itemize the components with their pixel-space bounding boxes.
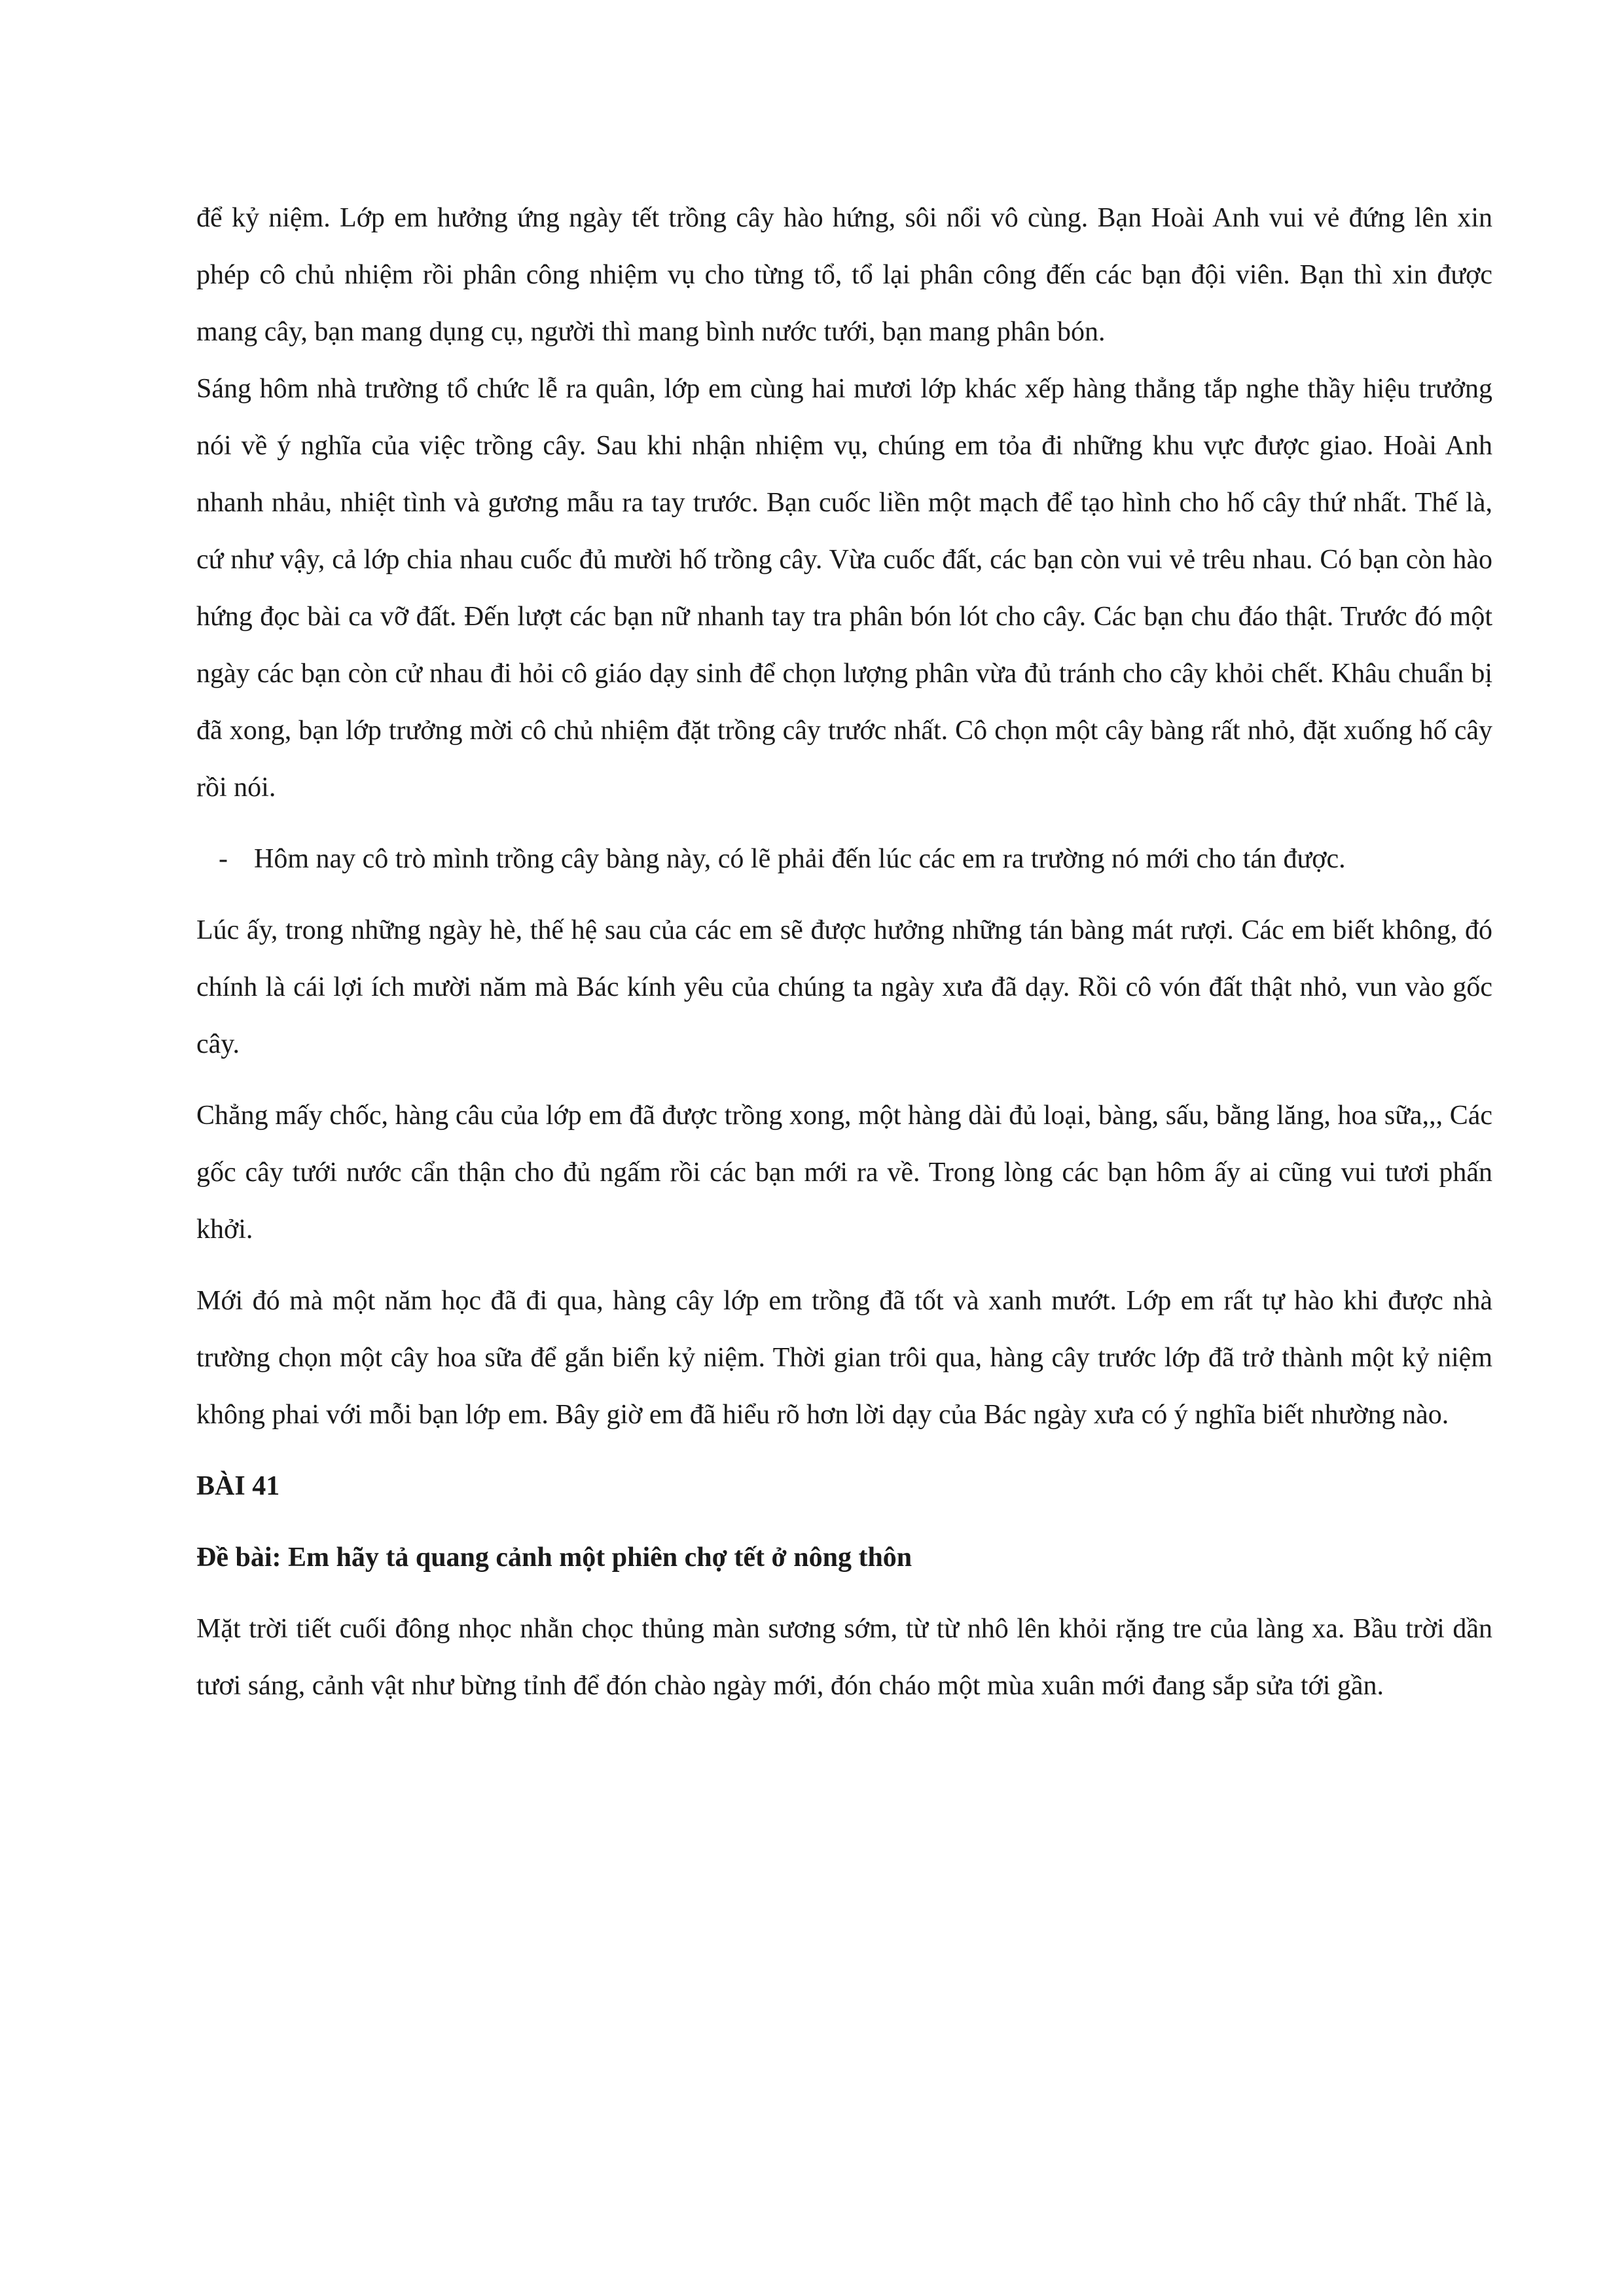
dialogue-dash: - — [219, 844, 228, 874]
document-page — [196, 190, 1492, 1715]
dialogue-text: Hôm nay cô trò mình trồng cây bàng này, có lẽ phải đến lúc các em ra trường nó mới cho tán được. — [254, 844, 1346, 874]
paragraph-one-year-later: Mới đó mà một năm học đã đi qua, hàng cây lớp em trồng đã tốt và xanh mướt. Lớp em rất tự hào khi được nhà trường chọn một cây hoa sữa để gắn biển kỷ niệm. Thời gian trôi qua, hàng cây trước lớp đã trở thành một kỷ niệm không phai với mỗi bạn lớp em. Bây giờ em đã hiểu rõ hơn lời dạy của Bác ngày xưa có ý nghĩa biết nhường nào. — [196, 1286, 1492, 1430]
lesson-title: BÀI 41 — [196, 1471, 280, 1501]
paragraph-class-preparation: để kỷ niệm. Lớp em hưởng ứng ngày tết trồng cây hào hứng, sôi nổi vô cùng. Bạn Hoài Anh vui vẻ đứng lên xin phép cô chủ nhiệm rồi phân công nhiệm vụ cho từng tổ, tổ lại phân công đến các bạn đội viên. Bạn thì xin được mang cây, bạn mang dụng cụ, người thì mang bình nước tưới, bạn mang phân bón. — [196, 203, 1492, 347]
dialogue-item — [196, 831, 1492, 888]
lesson-prompt: Đề bài: Em hãy tả quang cảnh một phiên chợ tết ở nông thôn — [196, 1542, 912, 1573]
paragraph-planting-done: Chẳng mấy chốc, hàng câu của lớp em đã được trồng xong, một hàng dài đủ loại, bàng, sấu, bằng lăng, hoa sữa,,, Các gốc cây tưới nước cẩn thận cho đủ ngấm rồi các bạn mới ra về. Trong lòng các bạn hôm ấy ai cũng vui tươi phấn khởi. — [196, 1101, 1492, 1245]
paragraph-planting-ceremony: Sáng hôm nhà trường tổ chức lễ ra quân, lớp em cùng hai mươi lớp khác xếp hàng thẳng tắp nghe thầy hiệu trưởng nói về ý nghĩa của việc trồng cây. Sau khi nhận nhiệm vụ, chúng em tỏa đi những khu vực được giao. Hoài Anh nhanh nhảu, nhiệt tình và gương mẫu ra tay trước. Bạn cuốc liền một mạch để tạo hình cho hố cây thứ nhất. Thế là, cứ như vậy, cả lớp chia nhau cuốc đủ mười hố trồng cây. Vừa cuốc đất, các bạn còn vui vẻ trêu nhau. Có bạn còn hào hứng đọc bài ca vỡ đất. Đến lượt các bạn nữ nhanh tay tra phân bón lót cho cây. Các bạn chu đáo thật. Trước đó một ngày các bạn còn cử nhau đi hỏi cô giáo dạy sinh để chọn lượng phân vừa đủ tránh cho cây khỏi chết. Khâu chuẩn bị đã xong, bạn lớp trưởng mời cô chủ nhiệm đặt trồng cây trước nhất. Cô chọn một cây bàng rất nhỏ, đặt xuống hố cây rồi nói. — [196, 374, 1492, 803]
paragraph-lesson-opening: Mặt trời tiết cuối đông nhọc nhằn chọc thủng màn sương sớm, từ từ nhô lên khỏi rặng tre của làng xa. Bầu trời dần tươi sáng, cảnh vật như bừng tỉnh để đón chào ngày mới, đón cháo một mùa xuân mới đang sắp sửa tới gần. — [196, 1614, 1492, 1701]
paragraph-future-shade: Lúc ấy, trong những ngày hè, thế hệ sau của các em sẽ được hưởng những tán bàng mát rượi. Các em biết không, đó chính là cái lợi ích mười năm mà Bác kính yêu của chúng ta ngày xưa đã dạy. Rồi cô vón đất thật nhỏ, vun vào gốc cây. — [196, 915, 1492, 1059]
